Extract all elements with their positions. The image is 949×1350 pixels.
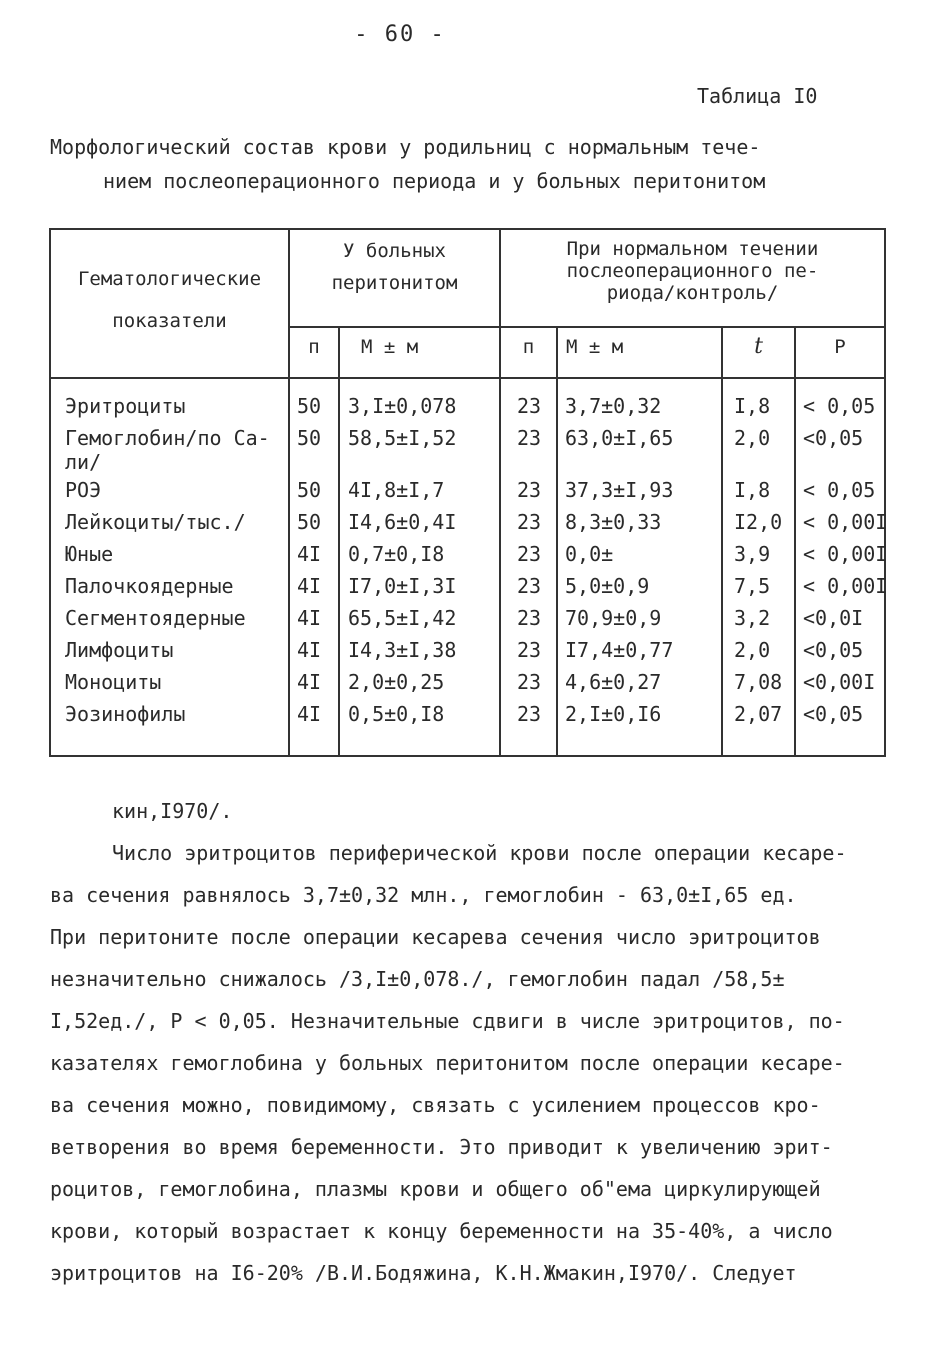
body-line: крови, который возрастает к концу беременности на 35-40%, а число: [50, 1219, 833, 1243]
row-m1: I4,3±I,38: [348, 638, 457, 662]
row-m1: I4,6±0,4I: [348, 510, 457, 534]
row-n1: 50: [297, 510, 322, 534]
header-n: п: [522, 336, 535, 358]
row-m1: 65,5±I,42: [348, 606, 457, 630]
row-n1: 4I: [297, 542, 322, 566]
row-t: 3,9: [734, 542, 771, 566]
header-peritonitis: У больных перитонитом: [331, 240, 458, 294]
body-line: ва сечения можно, повидимому, связать с усилением процессов кро-: [50, 1093, 821, 1117]
row-name: РОЭ: [65, 478, 102, 502]
row-m2: 70,9±0,9: [565, 606, 662, 630]
header-n: п: [308, 336, 320, 358]
row-n2: 23: [517, 638, 542, 662]
header-p: Р: [834, 336, 846, 358]
row-p: < 0,00I: [803, 510, 888, 534]
row-m2: 8,3±0,33: [565, 510, 662, 534]
header-mean: М ± м: [361, 336, 419, 358]
row-n1: 4I: [297, 702, 322, 726]
row-t: 7,5: [734, 574, 771, 598]
body-line: ва сечения равнялось 3,7±0,32 млн., гемоглобин - 63,0±I,65 ед.: [50, 883, 797, 907]
body-line: Число эритроцитов периферической крови после операции кесаре-: [112, 841, 847, 865]
header-control: При нормальном течении послеоперационного пе- риода/контроль/: [566, 238, 819, 304]
caption-line-2: нием послеоперационного периода и у больных перитонитом: [103, 169, 766, 193]
body-line: казателях гемоглобина у больных перитонитом после операции кесаре-: [50, 1051, 845, 1075]
row-name: Эритроциты: [65, 394, 186, 418]
row-m1: I7,0±I,3I: [348, 574, 457, 598]
row-m2: 2,I±0,I6: [565, 702, 662, 726]
row-m2: 3,7±0,32: [565, 394, 662, 418]
row-t: 2,0: [734, 638, 771, 662]
row-n2: 23: [517, 606, 542, 630]
header-indicator: Гематологические показатели: [77, 268, 262, 332]
table-divider: [794, 326, 796, 755]
row-t: I,8: [734, 478, 771, 502]
row-p: <0,05: [803, 426, 864, 450]
row-name: Лейкоциты/тыс./: [65, 510, 246, 534]
row-t: 2,0: [734, 426, 771, 450]
row-p: < 0,05: [803, 478, 876, 502]
row-n2: 23: [517, 394, 542, 418]
body-line: ветворения во время беременности. Это приводит к увеличению эрит-: [50, 1135, 833, 1159]
row-p: <0,05: [803, 638, 864, 662]
row-t: 2,07: [734, 702, 783, 726]
row-n1: 50: [297, 426, 322, 450]
row-t: I,8: [734, 394, 771, 418]
body-line: При перитоните после операции кесарева сечения число эритроцитов: [50, 925, 821, 949]
row-n2: 23: [517, 478, 542, 502]
row-m2: 5,0±0,9: [565, 574, 650, 598]
row-n2: 23: [517, 426, 542, 450]
body-line: кин,I970/.: [112, 799, 233, 823]
row-t: 7,08: [734, 670, 783, 694]
table-divider: [721, 326, 723, 755]
row-n1: 4I: [297, 574, 322, 598]
row-p: < 0,05: [803, 394, 876, 418]
header-mean: М ± м: [566, 336, 624, 358]
row-p: <0,05: [803, 702, 864, 726]
row-n2: 23: [517, 542, 542, 566]
table-caption: [50, 130, 840, 198]
table-divider: [338, 326, 340, 755]
row-name: Сегментоядерные: [65, 606, 246, 630]
row-m2: I7,4±0,77: [565, 638, 674, 662]
row-m1: 0,5±0,I8: [348, 702, 445, 726]
row-n2: 23: [517, 702, 542, 726]
table-label: Таблица I0: [697, 84, 818, 108]
row-p: <0,00I: [803, 670, 876, 694]
body-line: эритроцитов на I6-20% /В.И.Бодяжина, К.Н.Жмакин,I970/. Следует: [50, 1261, 797, 1285]
row-name: Палочкоядерные: [65, 574, 234, 598]
body-text: [50, 790, 900, 1294]
row-n2: 23: [517, 510, 542, 534]
header-t: t: [754, 334, 763, 359]
row-m1: 4I,8±I,7: [348, 478, 445, 502]
row-n1: 4I: [297, 670, 322, 694]
row-m2: 63,0±I,65: [565, 426, 674, 450]
row-m2: 37,3±I,93: [565, 478, 674, 502]
row-n1: 50: [297, 478, 322, 502]
row-m1: 0,7±0,I8: [348, 542, 445, 566]
table-divider: [499, 230, 501, 755]
row-n2: 23: [517, 574, 542, 598]
row-m2: 4,6±0,27: [565, 670, 662, 694]
row-m1: 58,5±I,52: [348, 426, 457, 450]
row-name: Юные: [65, 542, 114, 566]
data-table: [49, 228, 886, 757]
page-number: - 60 -: [354, 22, 446, 47]
row-m1: 3,I±0,078: [348, 394, 457, 418]
body-line: роцитов, гемоглобина, плазмы крови и общего об"ема циркулирующей: [50, 1177, 821, 1201]
row-n1: 50: [297, 394, 322, 418]
table-divider: [556, 326, 558, 755]
row-p: < 0,00I: [803, 574, 888, 598]
row-m2: 0,0±: [565, 542, 614, 566]
row-n2: 23: [517, 670, 542, 694]
caption-line-1: Морфологический состав крови у родильниц с нормальным тече-: [50, 135, 761, 159]
row-name: Моноциты: [65, 670, 162, 694]
table-divider: [51, 377, 884, 379]
row-m1: 2,0±0,25: [348, 670, 445, 694]
row-t: I2,0: [734, 510, 783, 534]
row-name: Гемоглобин/по Са-ли/: [65, 426, 270, 474]
body-line: I,52ед./, Р < 0,05. Незначительные сдвиги в числе эритроцитов, по-: [50, 1009, 845, 1033]
table-divider: [288, 326, 884, 328]
row-p: < 0,00I: [803, 542, 888, 566]
row-name: Лимфоциты: [65, 638, 174, 662]
row-t: 3,2: [734, 606, 771, 630]
row-n1: 4I: [297, 638, 322, 662]
body-line: незначительно снижалось /3,I±0,078./, гемоглобин падал /58,5±: [50, 967, 785, 991]
row-p: <0,0I: [803, 606, 864, 630]
row-n1: 4I: [297, 606, 322, 630]
row-name: Эозинофилы: [65, 702, 186, 726]
